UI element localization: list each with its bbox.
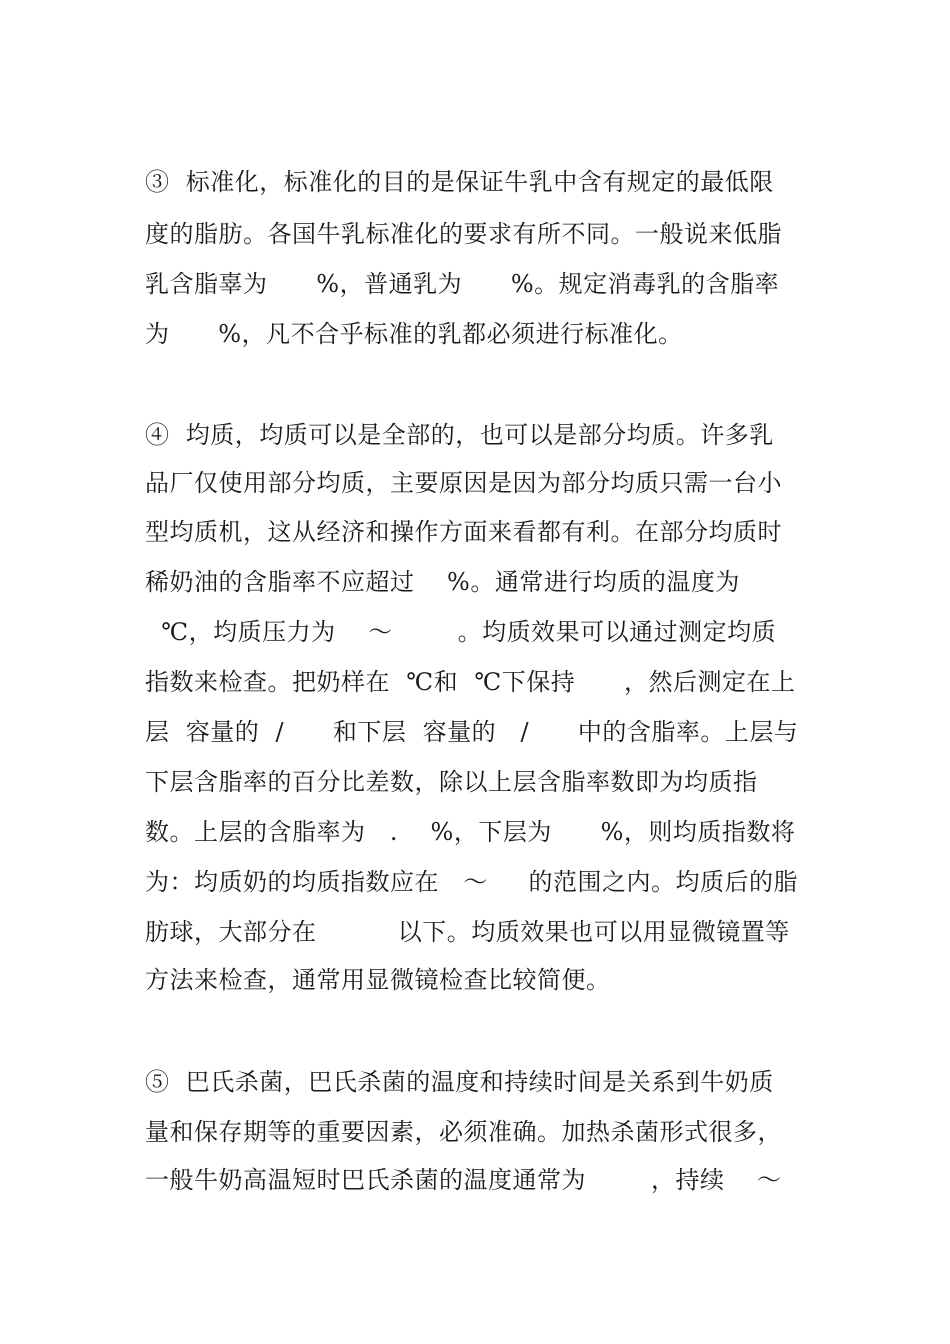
section-homogenization-line-2: 品厂仅使用部分均质，主要原因是因为部分均质只需一台小 bbox=[145, 469, 782, 497]
section-homogenization-line-5: ℃，均质压力为 ～ 。均质效果可以通过测定均质 bbox=[145, 618, 777, 646]
section-homogenization-line-12: 方法来检查，通常用显微镜检查比较简便。 bbox=[145, 966, 611, 994]
section-pasteurization-line-2: 量和保存期等的重要因素，必须准确。加热杀菌形式很多， bbox=[145, 1118, 782, 1146]
section-standardization-line-1: ③ 标准化，标准化的目的是保证牛乳中含有规定的最低限 bbox=[145, 168, 774, 196]
section-standardization-line-3: 乳含脂辜为 %，普通乳为 %。规定消毒乳的含脂率 bbox=[145, 270, 780, 298]
section-pasteurization-line-3: 一般牛奶高温短时巴氏杀菌的温度通常为 ，持续 ～ bbox=[145, 1166, 782, 1194]
section-homogenization-line-11: 肪球，大部分在 以下。均质效果也可以用显微镜置等 bbox=[145, 918, 790, 946]
section-homogenization-line-7: 层 容量的 / 和下层 容量的 / 中的含脂率。上层与 bbox=[145, 718, 799, 746]
section-standardization-line-4: 为 %，凡不合乎标准的乳都必须进行标准化。 bbox=[145, 320, 683, 348]
section-pasteurization-line-1: ⑤ 巴氏杀菌，巴氏杀菌的温度和持续时间是关系到牛奶质 bbox=[145, 1068, 774, 1096]
section-homogenization-line-10: 为：均质奶的均质指数应在 ～ 的范围之内。均质后的脂 bbox=[145, 868, 799, 896]
section-homogenization-line-4: 稀奶油的含脂率不应超过 %。通常进行均质的温度为 bbox=[145, 568, 740, 596]
section-standardization-line-2: 度的脂肪。各国牛乳标准化的要求有所不同。一般说来低脂 bbox=[145, 220, 782, 248]
section-homogenization-line-3: 型均质机，这从经济和操作方面来看都有利。在部分均质时 bbox=[145, 518, 782, 546]
section-homogenization-line-8: 下层含脂率的百分比差数，除以上层含脂率数即为均质指 bbox=[145, 768, 758, 796]
section-homogenization-line-1: ④ 均质，均质可以是全部的，也可以是部分均质。许多乳 bbox=[145, 421, 774, 449]
section-homogenization-line-9: 数。上层的含脂率为 . %，下层为 %，则均质指数将 bbox=[145, 818, 796, 846]
section-homogenization-line-6: 指数来检查。把奶样在 ℃和 ℃下保持 ，然后测定在上 bbox=[145, 668, 796, 696]
